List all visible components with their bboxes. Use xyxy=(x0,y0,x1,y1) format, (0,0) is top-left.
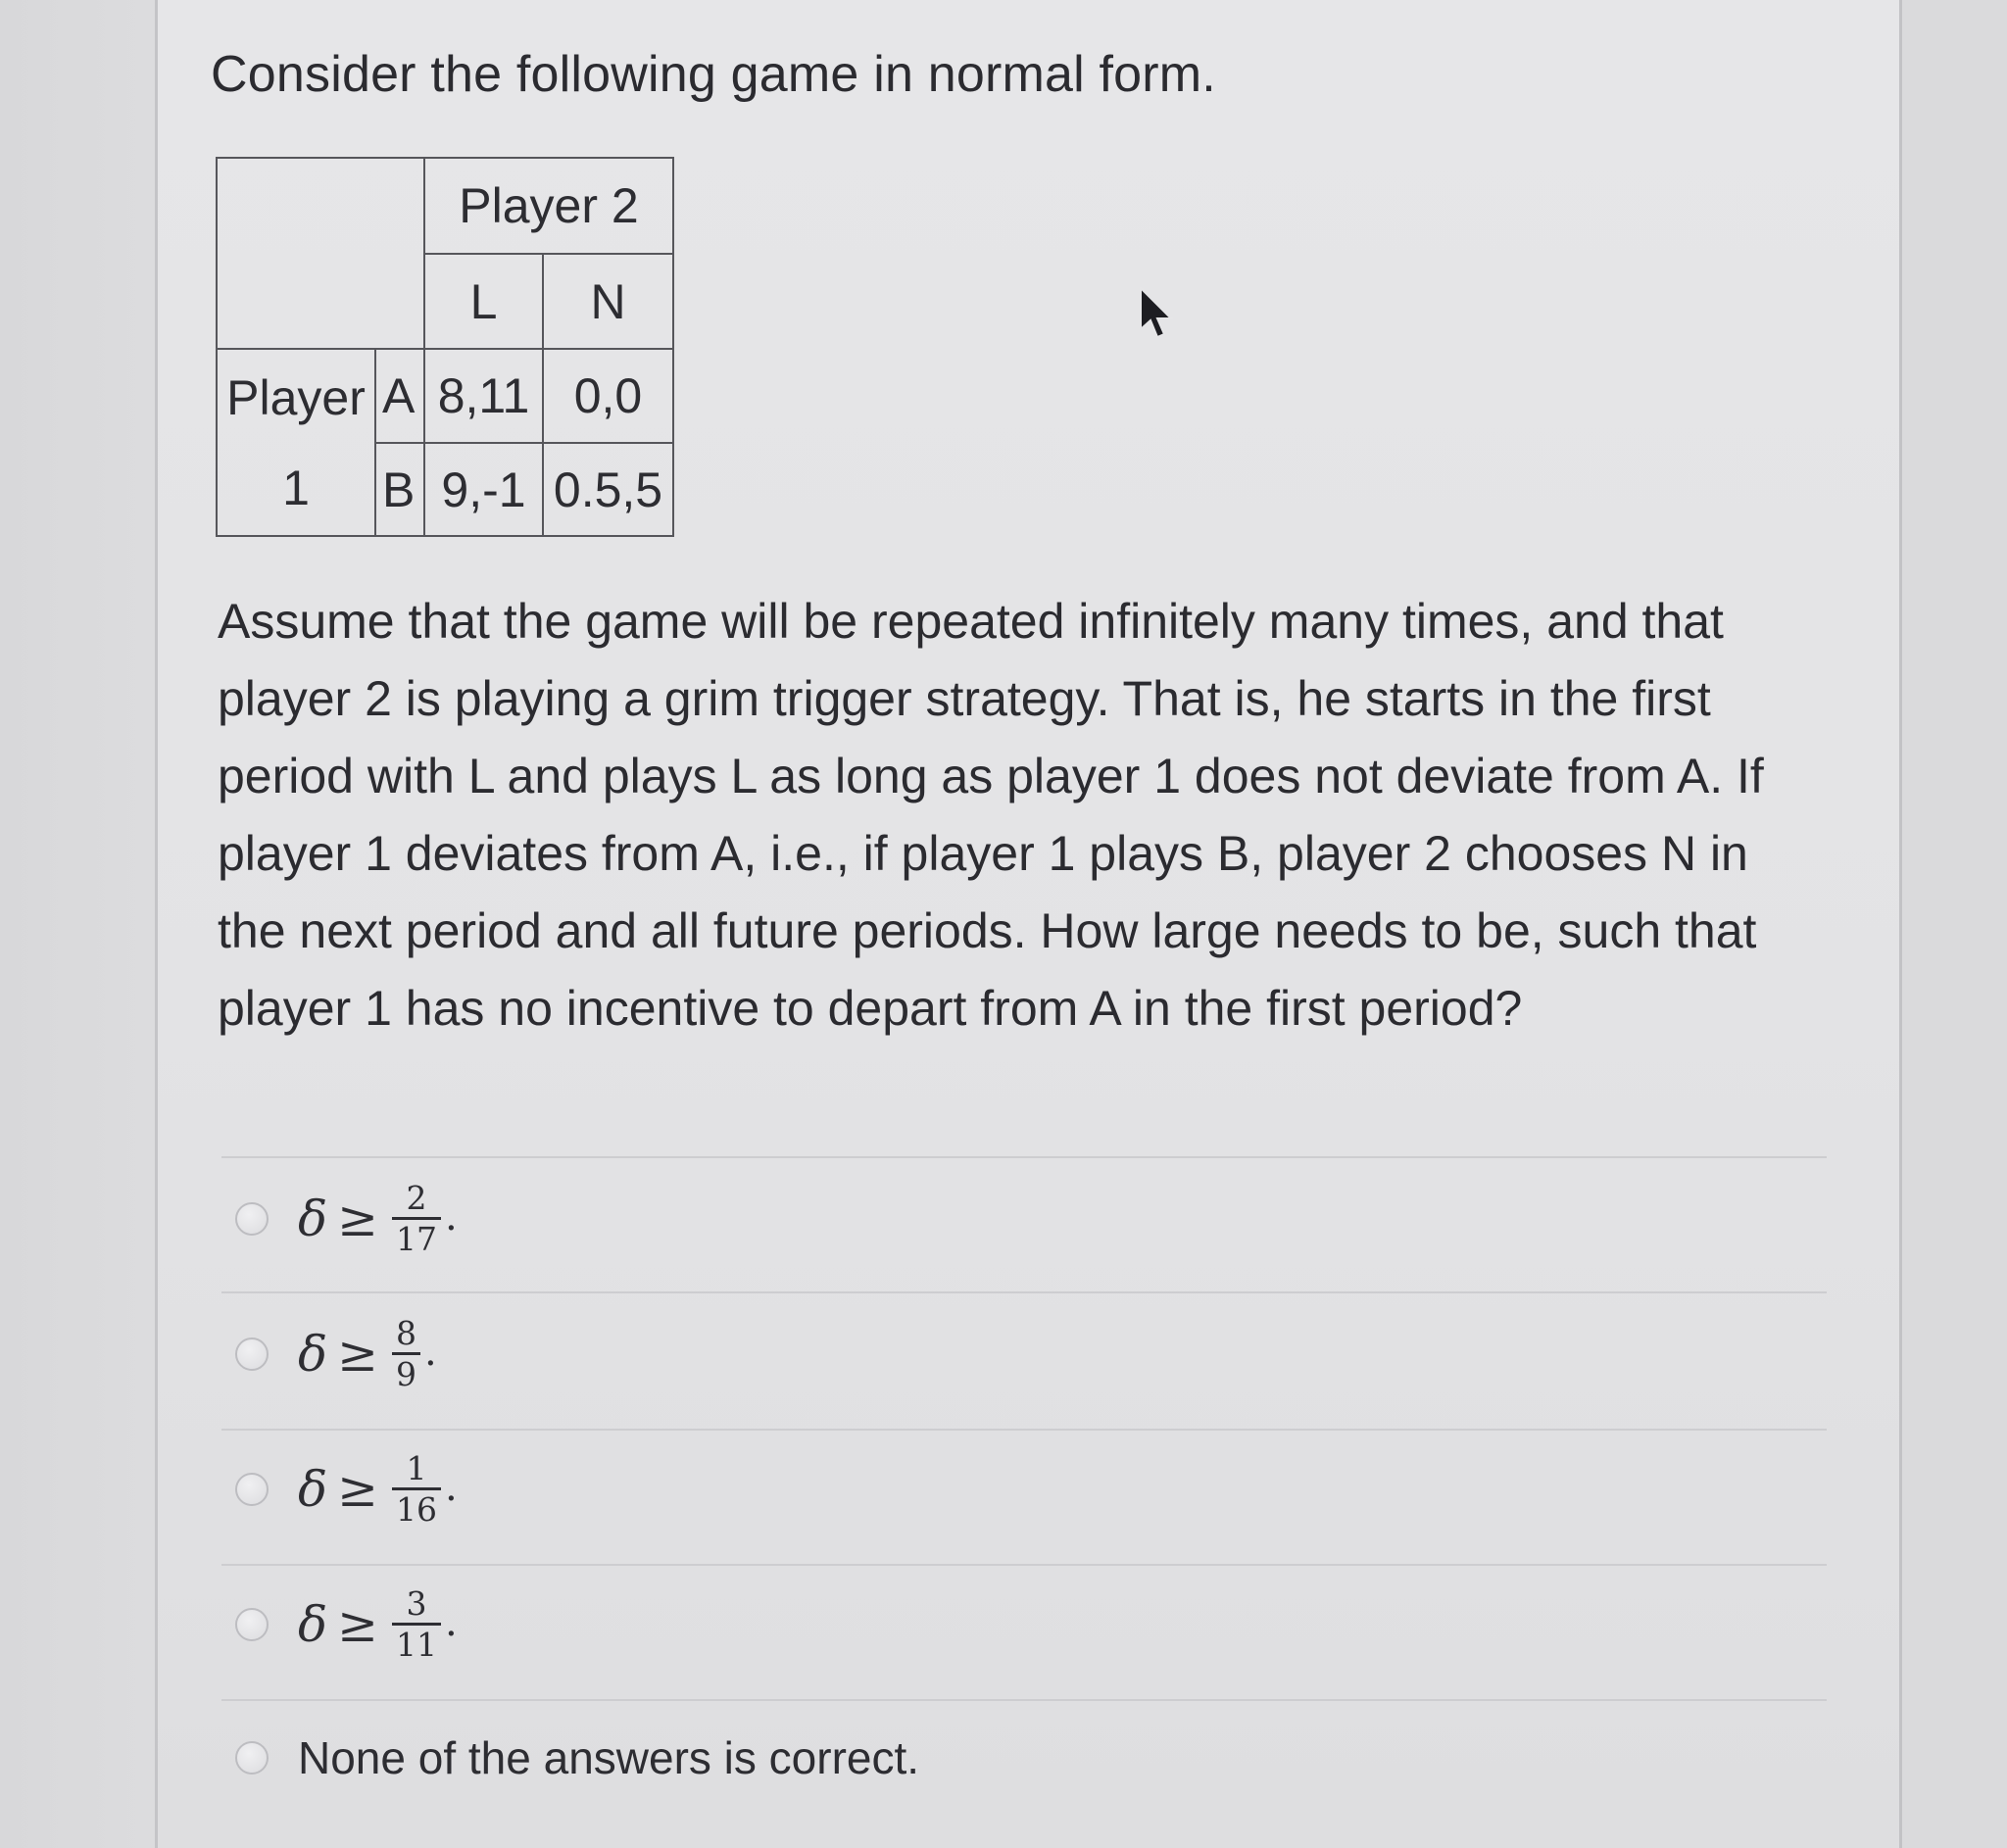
row-player-label-line2: 1 xyxy=(282,460,310,515)
option-formula xyxy=(298,1451,458,1528)
left-sidebar-strip xyxy=(0,0,155,1848)
option-period: . xyxy=(424,1330,437,1375)
payoff-a-l: 8,11 xyxy=(423,348,544,444)
fraction xyxy=(392,1181,441,1257)
answer-option-3[interactable] xyxy=(235,1448,458,1531)
question-line: Assume that the game will be repeated infinitely many times, and that xyxy=(218,594,1724,649)
fraction-denominator: 17 xyxy=(396,1220,438,1258)
right-margin-strip xyxy=(1902,0,2007,1848)
option-period: . xyxy=(445,1600,458,1645)
delta-symbol: δ xyxy=(298,1596,328,1653)
payoff-b-n: 0.5,5 xyxy=(542,442,674,537)
option-period: . xyxy=(445,1465,458,1510)
row-player-header xyxy=(216,348,376,537)
row-strategy-a: A xyxy=(374,348,425,444)
payoff-a-n: 0,0 xyxy=(542,348,674,444)
fraction-numerator: 8 xyxy=(396,1314,417,1352)
radio-button[interactable] xyxy=(235,1202,269,1236)
radio-button[interactable] xyxy=(235,1741,269,1775)
option-formula xyxy=(298,1316,437,1392)
mouse-pointer-icon xyxy=(1137,286,1176,341)
question-body xyxy=(218,583,1874,1047)
option-formula xyxy=(298,1181,458,1257)
option-divider xyxy=(221,1156,1827,1158)
radio-button[interactable] xyxy=(235,1473,269,1506)
answer-option-2[interactable] xyxy=(235,1313,437,1395)
option-formula xyxy=(298,1586,458,1663)
question-line: the next period and all future periods. How large needs to be, such that xyxy=(218,903,1757,958)
row-player-label-line1: Player xyxy=(226,369,366,425)
radio-button[interactable] xyxy=(235,1337,269,1371)
question-line: player 1 has no incentive to depart from A in the first period? xyxy=(218,981,1523,1036)
question-heading: Consider the following game in normal form. xyxy=(211,46,1216,103)
geq-symbol: ≥ xyxy=(337,1461,379,1518)
column-player-header: Player 2 xyxy=(423,157,674,255)
fraction xyxy=(392,1586,441,1663)
fraction-numerator: 1 xyxy=(406,1449,427,1487)
delta-symbol: δ xyxy=(298,1191,328,1247)
radio-button[interactable] xyxy=(235,1608,269,1641)
option-divider xyxy=(221,1564,1827,1566)
fraction-numerator: 3 xyxy=(406,1584,427,1623)
option-divider xyxy=(221,1429,1827,1431)
row-strategy-b: B xyxy=(374,442,425,537)
fraction xyxy=(392,1316,420,1392)
fraction-numerator: 2 xyxy=(406,1179,427,1217)
question-line: period with L and plays L as long as player 1 does not deviate from A. If xyxy=(218,749,1764,803)
delta-symbol: δ xyxy=(298,1461,328,1518)
answer-option-1[interactable] xyxy=(235,1178,458,1260)
question-line: player 2 is playing a grim trigger strategy. That is, he starts in the first xyxy=(218,671,1711,726)
geq-symbol: ≥ xyxy=(337,1191,379,1247)
option-divider xyxy=(221,1291,1827,1293)
option-period: . xyxy=(445,1194,458,1240)
answer-option-4[interactable] xyxy=(235,1583,458,1666)
fraction xyxy=(392,1451,441,1528)
table-empty-corner xyxy=(216,157,425,350)
geq-symbol: ≥ xyxy=(337,1596,379,1653)
fraction-denominator: 16 xyxy=(396,1490,438,1529)
column-strategy-n: N xyxy=(542,253,674,350)
geq-symbol: ≥ xyxy=(337,1326,379,1383)
fraction-denominator: 11 xyxy=(396,1626,438,1664)
question-line: player 1 deviates from A, i.e., if player 1 plays B, player 2 chooses N in xyxy=(218,826,1748,881)
payoff-b-l: 9,-1 xyxy=(423,442,544,537)
delta-symbol: δ xyxy=(298,1326,328,1383)
answer-option-none[interactable] xyxy=(235,1717,919,1799)
option-divider xyxy=(221,1699,1827,1701)
payoff-table xyxy=(216,157,674,537)
fraction-denominator: 9 xyxy=(396,1355,417,1393)
column-strategy-l: L xyxy=(423,253,544,350)
option-label: None of the answers is correct. xyxy=(298,1732,920,1783)
